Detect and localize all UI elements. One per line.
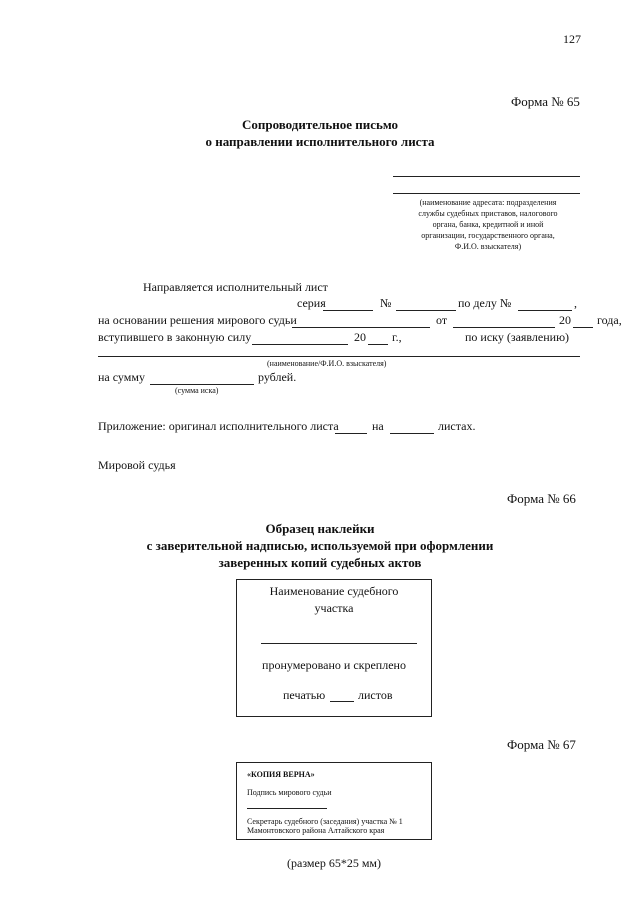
form66-title-line2: с заверительной надписью, используемой при оформлении xyxy=(146,538,494,553)
sticker-seal-label: печатью xyxy=(283,688,326,702)
form65-label: Форма № 65 xyxy=(511,94,580,109)
sum-blank xyxy=(150,384,254,385)
stamp-size-note: (размер 65*25 мм) xyxy=(287,856,381,870)
sheets-blank xyxy=(390,433,434,434)
intro-text: Направляется исполнительный лист xyxy=(143,280,328,294)
decision-label: на основании решения мирового судьи xyxy=(98,313,297,327)
effect-year-blank xyxy=(368,344,388,345)
sticker-signature-line xyxy=(261,643,417,644)
copies-blank xyxy=(335,433,367,434)
stamp-signature-line xyxy=(247,808,327,809)
case-comma: , xyxy=(574,296,577,310)
addressee-note-line: организации, государственного органа, xyxy=(421,231,555,240)
addressee-note-line: службы судебных приставов, налогового xyxy=(418,209,558,218)
effect-date-blank xyxy=(252,344,348,345)
page-number: 127 xyxy=(563,32,581,46)
form67-label: Форма № 67 xyxy=(507,737,576,752)
stamp-copy-true: «КОПИЯ ВЕРНА» xyxy=(247,770,315,779)
sum-label: на сумму xyxy=(98,370,145,384)
date-blank xyxy=(453,327,555,328)
addressee-note-line: органа, банка, кредитной и иной xyxy=(432,220,544,229)
form66-label: Форма № 66 xyxy=(507,491,576,506)
from-label: от xyxy=(436,313,448,327)
addressee-note-line: Ф.И.О. взыскателя) xyxy=(454,242,522,251)
addressee-note-line: (наименование адресата: подразделения xyxy=(419,198,557,207)
sticker-sheets-blank xyxy=(330,701,354,702)
form65-title-line2: о направлении исполнительного листа xyxy=(205,134,435,149)
on-label: на xyxy=(372,419,384,433)
claimant-blank xyxy=(98,356,580,357)
year-blank xyxy=(573,327,593,328)
year-prefix: 20 xyxy=(559,313,571,327)
stamp-secretary: Секретарь судебного (заседания) участка № 1 xyxy=(247,817,403,826)
series-label: серия xyxy=(297,296,326,310)
claimant-caption: (наименование/Ф.И.О. взыскателя) xyxy=(267,359,387,368)
sheets-label: листах. xyxy=(438,419,476,433)
sticker-numbered-text: пронумеровано и скреплено xyxy=(262,658,406,672)
certification-sticker xyxy=(236,579,432,717)
form65-title-line1: Сопроводительное письмо xyxy=(241,117,399,132)
effect-year-prefix: 20 xyxy=(354,330,366,344)
series-blank xyxy=(323,310,373,311)
rub-label: рублей. xyxy=(258,370,297,384)
case-blank xyxy=(518,310,572,311)
judge-label: Мировой судья xyxy=(98,458,176,472)
sticker-district: участка xyxy=(314,601,354,615)
sum-caption: (сумма иска) xyxy=(175,386,219,395)
form66-title-line3: заверенных копий судебных актов xyxy=(218,555,422,570)
addressee-line-2 xyxy=(393,193,580,194)
year-suffix: года, xyxy=(597,313,622,327)
stamp-judge-signature: Подпись мирового судьи xyxy=(247,788,332,797)
sticker-court-name: Наименование судебного xyxy=(269,584,399,598)
attachment-label: Приложение: оригинал исполнительного листа xyxy=(98,419,339,433)
decision-blank xyxy=(292,327,430,328)
effect-label: вступившего в законную силу xyxy=(98,330,252,344)
addressee-line-1 xyxy=(393,176,580,177)
claim-label: по иску (заявлению) xyxy=(465,330,570,344)
number-blank xyxy=(396,310,456,311)
form66-title-line1: Образец наклейки xyxy=(265,521,375,536)
case-label: по делу № xyxy=(458,296,512,310)
sticker-sheets-label: листов xyxy=(358,688,393,702)
stamp-district: Мамонтовского района Алтайского края xyxy=(247,826,385,835)
copy-stamp xyxy=(236,762,432,840)
g-suffix: г., xyxy=(392,330,402,344)
number-label: № xyxy=(380,296,392,310)
